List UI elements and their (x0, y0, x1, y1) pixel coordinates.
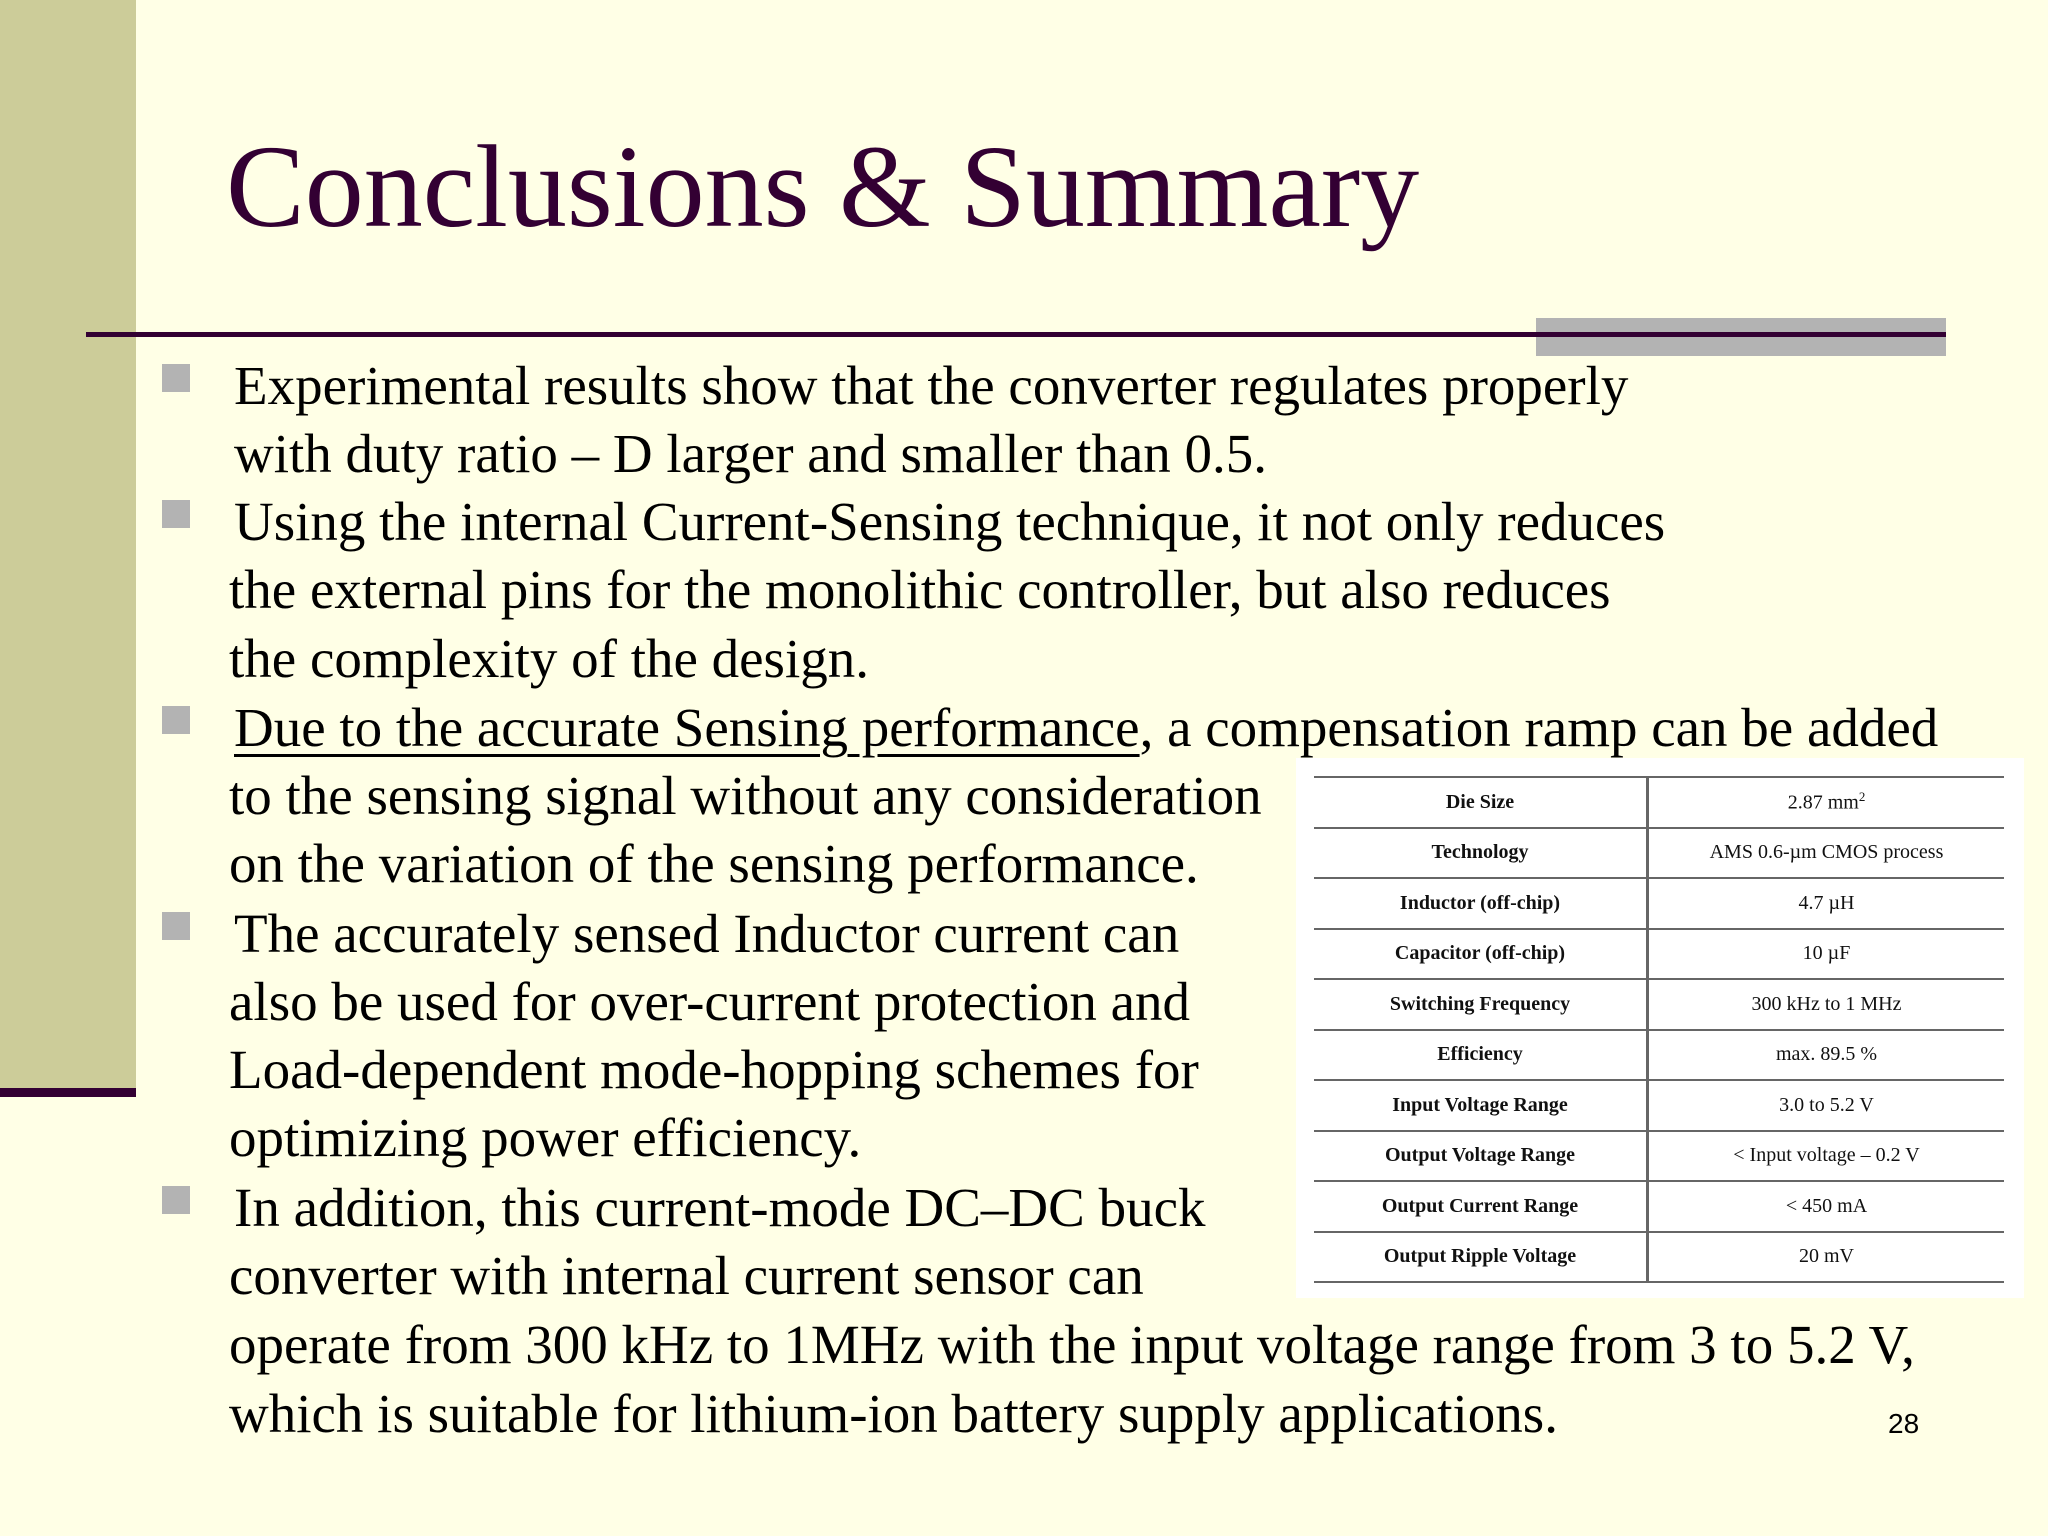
specs-table (1314, 776, 2004, 1283)
bullet-marker (162, 1186, 190, 1214)
spec-value (1648, 1181, 2005, 1232)
bullet-marker (162, 912, 190, 940)
spec-value (1648, 828, 2005, 879)
bullet-3-line-2: to the sensing signal without any consideration (229, 765, 1262, 826)
bullet-marker (162, 364, 190, 392)
bullet-marker (162, 706, 190, 734)
spec-param: Die Size (1314, 777, 1648, 828)
spec-param: Capacitor (off-chip) (1314, 929, 1648, 980)
spec-param: Switching Frequency (1314, 979, 1648, 1030)
spec-value-superscript: 2 (1858, 789, 1866, 805)
spec-value-text: < Input voltage – 0.2 V (1733, 1144, 1920, 1167)
spec-value-text: 4.7 µH (1798, 891, 1855, 914)
bullet-4-line-2: also be used for over-current protection and (229, 971, 1191, 1032)
specs-row (1314, 1131, 2004, 1182)
spec-value-text: 10 µF (1802, 942, 1851, 965)
title-rule-gray-bar (1536, 318, 1946, 356)
spec-param: Output Current Range (1314, 1181, 1648, 1232)
specs-row (1314, 1030, 2004, 1081)
spec-value-text: 20 mV (1799, 1245, 1854, 1268)
spec-param: Efficiency (1314, 1030, 1648, 1081)
spec-value-text: < 450 mA (1785, 1194, 1868, 1217)
bullet-2-line-2: the external pins for the monolithic controller, but also reduces (229, 559, 1611, 620)
bullet-2-line-3: the complexity of the design. (229, 628, 869, 689)
specs-row (1314, 878, 2004, 929)
specs-row (1314, 777, 2004, 828)
left-sidebar-band (0, 0, 136, 1088)
spec-param: Technology (1314, 828, 1648, 879)
page-number: 28 (1888, 1408, 1920, 1439)
bullet-2-line-1: Using the internal Current-Sensing technique, it not only reduces (234, 491, 1666, 552)
spec-param: Output Ripple Voltage (1314, 1232, 1648, 1283)
slide-title: Conclusions & Summary (226, 121, 1420, 252)
title-rule-line (86, 332, 1946, 337)
bullet-3-line-1-rest: , a compensation ramp can be added (1139, 697, 1939, 758)
specs-row (1314, 1181, 2004, 1232)
specs-row (1314, 1080, 2004, 1131)
bullet-1-line-1: Experimental results show that the converter regulates properly (234, 355, 1629, 416)
spec-value-text: 3.0 to 5.2 V (1779, 1093, 1874, 1116)
bullet-5-line-3: operate from 300 kHz to 1MHz with the input voltage range from 3 to 5.2 V, (229, 1314, 1915, 1375)
bullet-5-line-2: converter with internal current sensor can (229, 1245, 1144, 1306)
spec-value (1648, 1030, 2005, 1081)
bullet-1-line-2: with duty ratio – D larger and smaller than 0.5. (234, 423, 1268, 484)
spec-value (1648, 1232, 2005, 1283)
bullet-marker (162, 500, 190, 528)
spec-value (1648, 929, 2005, 980)
spec-value (1648, 777, 2005, 828)
bullet-5-line-1: In addition, this current-mode DC–DC buck (234, 1177, 1206, 1238)
spec-value (1648, 1080, 2005, 1131)
spec-value-text: 300 kHz to 1 MHz (1751, 992, 1902, 1015)
bullet-4-line-3: Load-dependent mode-hopping schemes for (229, 1039, 1199, 1100)
bullet-4-line-4: optimizing power efficiency. (229, 1107, 862, 1168)
spec-param: Inductor (off-chip) (1314, 878, 1648, 929)
spec-param: Input Voltage Range (1314, 1080, 1648, 1131)
specs-table-panel (1296, 758, 2024, 1298)
bullet-3-line-3: on the variation of the sensing performance. (229, 833, 1199, 894)
spec-value-text: AMS 0.6-µm CMOS process (1709, 841, 1944, 864)
underlined-phrase: Due to the accurate Sensing performance (234, 697, 1140, 758)
spec-value-text: 2.87 mm (1787, 792, 1859, 815)
bullet-4-line-1: The accurately sensed Inductor current can (234, 903, 1180, 964)
sidebar-accent-line (0, 1088, 136, 1097)
spec-value (1648, 878, 2005, 929)
spec-value (1648, 979, 2005, 1030)
spec-param: Output Voltage Range (1314, 1131, 1648, 1182)
specs-row (1314, 1232, 2004, 1283)
spec-value-text: max. 89.5 % (1775, 1043, 1878, 1066)
bullet-3-line-1 (234, 694, 1938, 762)
specs-row (1314, 929, 2004, 980)
spec-value (1648, 1131, 2005, 1182)
specs-row (1314, 979, 2004, 1030)
bullet-5-line-4: which is suitable for lithium-ion battery supply applications. (229, 1383, 1558, 1444)
specs-row (1314, 828, 2004, 879)
